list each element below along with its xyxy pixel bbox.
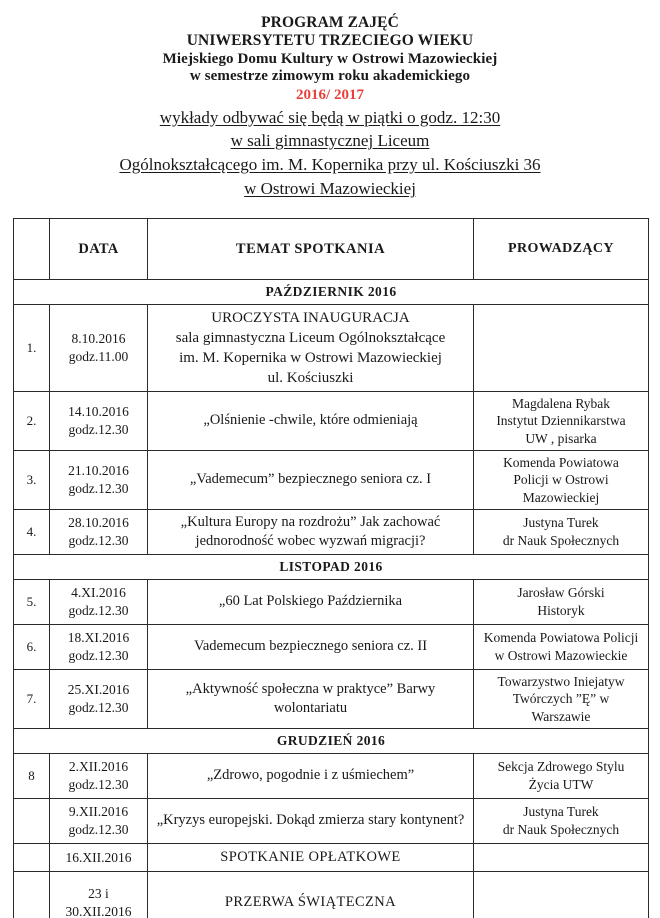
header-title-line-4: w semestrze zimowym roku akademickiego xyxy=(189,68,471,85)
program-table-container xyxy=(13,218,648,918)
header-venue-text-3: w Ostrowi Mazowieckiej xyxy=(244,178,416,198)
row-topic xyxy=(148,580,474,625)
row-topic-line-1: „60 Lat Polskiego Października xyxy=(218,593,403,610)
header-venue-line-2 xyxy=(0,155,660,176)
row-leader-line-1: Sekcja Zdrowego Stylu xyxy=(497,759,625,775)
row-leader-line-2: Życia UTW xyxy=(528,777,594,792)
row-leader-line-1: Towarzystwo Iniejatyw xyxy=(497,673,625,689)
row-leader xyxy=(474,392,649,451)
row-topic-line-1: „Vademecum” bezpiecznego seniora cz. I xyxy=(189,471,432,488)
header-schedule-text-1: wykłady odbywać się będą w piątki o godz. 12:30 xyxy=(159,107,501,127)
row-topic xyxy=(148,451,474,510)
row-number: 1. xyxy=(14,305,50,392)
row-number: 3. xyxy=(14,451,50,510)
month-section-header xyxy=(14,729,649,754)
row-date-line-1: 4.XI.2016 xyxy=(71,585,126,601)
row-leader xyxy=(474,625,649,670)
row-leader xyxy=(474,305,649,392)
row-topic xyxy=(148,305,474,392)
row-leader-line-3: UW , pisarka xyxy=(525,430,597,446)
month-label-grudzien: GRUDZIEŃ 2016 xyxy=(14,729,649,754)
row-leader xyxy=(474,799,649,844)
row-date-line-1: 16.XII.2016 xyxy=(65,849,132,865)
row-topic xyxy=(148,392,474,451)
row-date-line-1: 21.10.2016 xyxy=(68,463,129,479)
row-leader-line-1: Magdalena Rybak xyxy=(511,395,611,411)
row-leader-line-3: Warszawie xyxy=(531,708,591,724)
row-date xyxy=(50,799,148,844)
row-topic-line-1: Vademecum bezpiecznego seniora cz. II xyxy=(193,638,428,655)
row-topic-line-2: sala gimnastyczna Liceum Ogólnokształcące xyxy=(175,329,446,346)
row-leader xyxy=(474,580,649,625)
row-leader xyxy=(474,510,649,555)
header-venue-text-2: Ogólnokształcącego im. M. Kopernika przy ul. Kościuszki 36 xyxy=(119,155,541,175)
month-section-header xyxy=(14,555,649,580)
table-row xyxy=(14,872,649,918)
header-venue-line-1 xyxy=(0,131,660,152)
table-row xyxy=(14,451,649,510)
row-leader-line-2: Twórczych ”Ę” w xyxy=(512,691,610,707)
row-date-line-1: 8.10.2016 xyxy=(71,331,126,347)
row-date xyxy=(50,305,148,392)
column-header-number xyxy=(14,219,50,280)
header-schedule-line-1 xyxy=(0,108,660,129)
table-row xyxy=(14,510,649,555)
header-academic-year: 2016/ 2017 xyxy=(296,86,364,103)
row-leader-line-1: Justyna Turek xyxy=(523,804,599,820)
row-topic-line-1: „Olśnienie -chwile, które odmieniają xyxy=(203,412,418,429)
table-header-row xyxy=(14,219,649,280)
month-section-header xyxy=(14,280,649,305)
row-number: 5. xyxy=(14,580,50,625)
row-leader xyxy=(474,670,649,729)
row-topic xyxy=(148,844,474,872)
row-topic-line-3: im. M. Kopernika w Ostrowi Mazowieckiej xyxy=(179,350,442,366)
table-row xyxy=(14,625,649,670)
table-row xyxy=(14,392,649,451)
row-leader-line-1: Justyna Turek xyxy=(523,515,599,531)
row-topic xyxy=(148,510,474,555)
table-row xyxy=(14,799,649,844)
table-row xyxy=(14,844,649,872)
table-head xyxy=(14,219,649,280)
row-date-line-2: godz.12.30 xyxy=(68,700,129,715)
row-topic-line-2: jednorodność wobec wyzwań migracji? xyxy=(195,533,426,549)
row-leader-line-1: Komenda Powiatowa xyxy=(503,454,619,470)
header-title-line-3: Miejskiego Domu Kultury w Ostrowi Mazowieckiej xyxy=(162,50,498,67)
row-leader xyxy=(474,451,649,510)
row-topic-line-4: ul. Kościuszki xyxy=(267,370,354,387)
table-row xyxy=(14,754,649,799)
row-topic xyxy=(148,872,474,918)
month-label-listopad: LISTOPAD 2016 xyxy=(14,555,649,580)
row-date-line-1: 25.XI.2016 xyxy=(67,682,130,698)
row-leader-line-3: Mazowieckiej xyxy=(522,489,600,505)
row-topic xyxy=(148,799,474,844)
row-leader-line-2: Policji w Ostrowi xyxy=(513,472,609,488)
row-topic xyxy=(148,670,474,729)
row-date-line-2: godz.12.30 xyxy=(68,533,129,548)
row-date-line-2: godz.12.30 xyxy=(68,822,129,837)
column-header-leader: PROWADZĄCY xyxy=(474,219,649,280)
row-topic-line-1: „Zdrowo, pogodnie i z uśmiechem” xyxy=(206,767,415,784)
row-leader-line-2: Historyk xyxy=(537,603,585,618)
program-table xyxy=(13,218,649,918)
row-number: 2. xyxy=(14,392,50,451)
row-topic-line-1: UROCZYSTA INAUGURACJA xyxy=(211,309,410,326)
row-date-line-2: godz.11.00 xyxy=(68,349,129,364)
header-venue-line-3 xyxy=(0,179,660,200)
row-number xyxy=(14,799,50,844)
column-header-date: DATA xyxy=(50,219,148,280)
row-topic xyxy=(148,625,474,670)
row-date-line-1: 9.XII.2016 xyxy=(68,804,129,820)
document-header xyxy=(0,0,660,200)
table-row xyxy=(14,670,649,729)
row-leader-line-2: Instytut Dziennikarstwa xyxy=(496,413,626,429)
row-topic-line-1: PRZERWA ŚWIĄTECZNA xyxy=(224,894,397,911)
row-date xyxy=(50,451,148,510)
row-date-line-1: 28.10.2016 xyxy=(68,515,129,531)
table-row xyxy=(14,305,649,392)
table-body xyxy=(14,280,649,918)
row-date xyxy=(50,754,148,799)
header-title-line-2: UNIWERSYTETU TRZECIEGO WIEKU xyxy=(186,32,474,50)
row-date-line-1: 23 i xyxy=(88,886,109,902)
month-label-pazdziernik: PAŹDZIERNIK 2016 xyxy=(14,280,649,305)
row-number: 7. xyxy=(14,670,50,729)
row-leader xyxy=(474,872,649,918)
row-date-line-2: godz.12.30 xyxy=(68,777,129,792)
row-leader xyxy=(474,844,649,872)
row-date-line-1: 18.XI.2016 xyxy=(67,630,130,646)
row-topic-line-1: SPOTKANIE OPŁATKOWE xyxy=(220,848,401,865)
row-date xyxy=(50,392,148,451)
header-title-line-1: PROGRAM ZAJĘĆ xyxy=(261,14,399,31)
row-number: 4. xyxy=(14,510,50,555)
header-venue-text-1: w sali gimnastycznej Liceum xyxy=(230,131,430,151)
row-number: 8 xyxy=(14,754,50,799)
row-leader-line-2: dr Nauk Społecznych xyxy=(502,822,620,837)
row-number xyxy=(14,844,50,872)
row-date-line-2: godz.12.30 xyxy=(68,603,129,618)
row-topic-line-2: wolontariatu xyxy=(273,700,348,716)
row-topic-line-1: „Aktywność społeczna w praktyce” Barwy xyxy=(185,680,436,697)
row-date xyxy=(50,580,148,625)
row-date xyxy=(50,844,148,872)
row-date-line-2: godz.12.30 xyxy=(68,481,129,496)
row-date-line-1: 2.XII.2016 xyxy=(68,759,129,775)
column-header-topic: TEMAT SPOTKANIA xyxy=(148,219,474,280)
table-row xyxy=(14,580,649,625)
row-date-line-2: 30.XII.2016 xyxy=(65,904,132,918)
row-leader-line-2: dr Nauk Społecznych xyxy=(502,533,620,548)
row-date-line-2: godz.12.30 xyxy=(68,422,129,437)
row-number: 6. xyxy=(14,625,50,670)
row-leader-line-1: Komenda Powiatowa Policji xyxy=(483,630,639,646)
row-date-line-1: 14.10.2016 xyxy=(68,404,129,420)
row-date xyxy=(50,670,148,729)
row-leader-line-2: w Ostrowi Mazowieckie xyxy=(494,648,628,663)
row-leader xyxy=(474,754,649,799)
row-leader-line-1: Jarosław Górski xyxy=(517,585,605,601)
row-date xyxy=(50,872,148,918)
row-topic-line-1: „Kryzys europejski. Dokąd zmierza stary kontynent? xyxy=(156,812,465,829)
row-topic xyxy=(148,754,474,799)
row-topic-line-1: „Kultura Europy na rozdrożu” Jak zachować xyxy=(180,513,441,530)
row-date xyxy=(50,510,148,555)
row-number xyxy=(14,872,50,918)
row-date xyxy=(50,625,148,670)
row-date-line-2: godz.12.30 xyxy=(68,648,129,663)
